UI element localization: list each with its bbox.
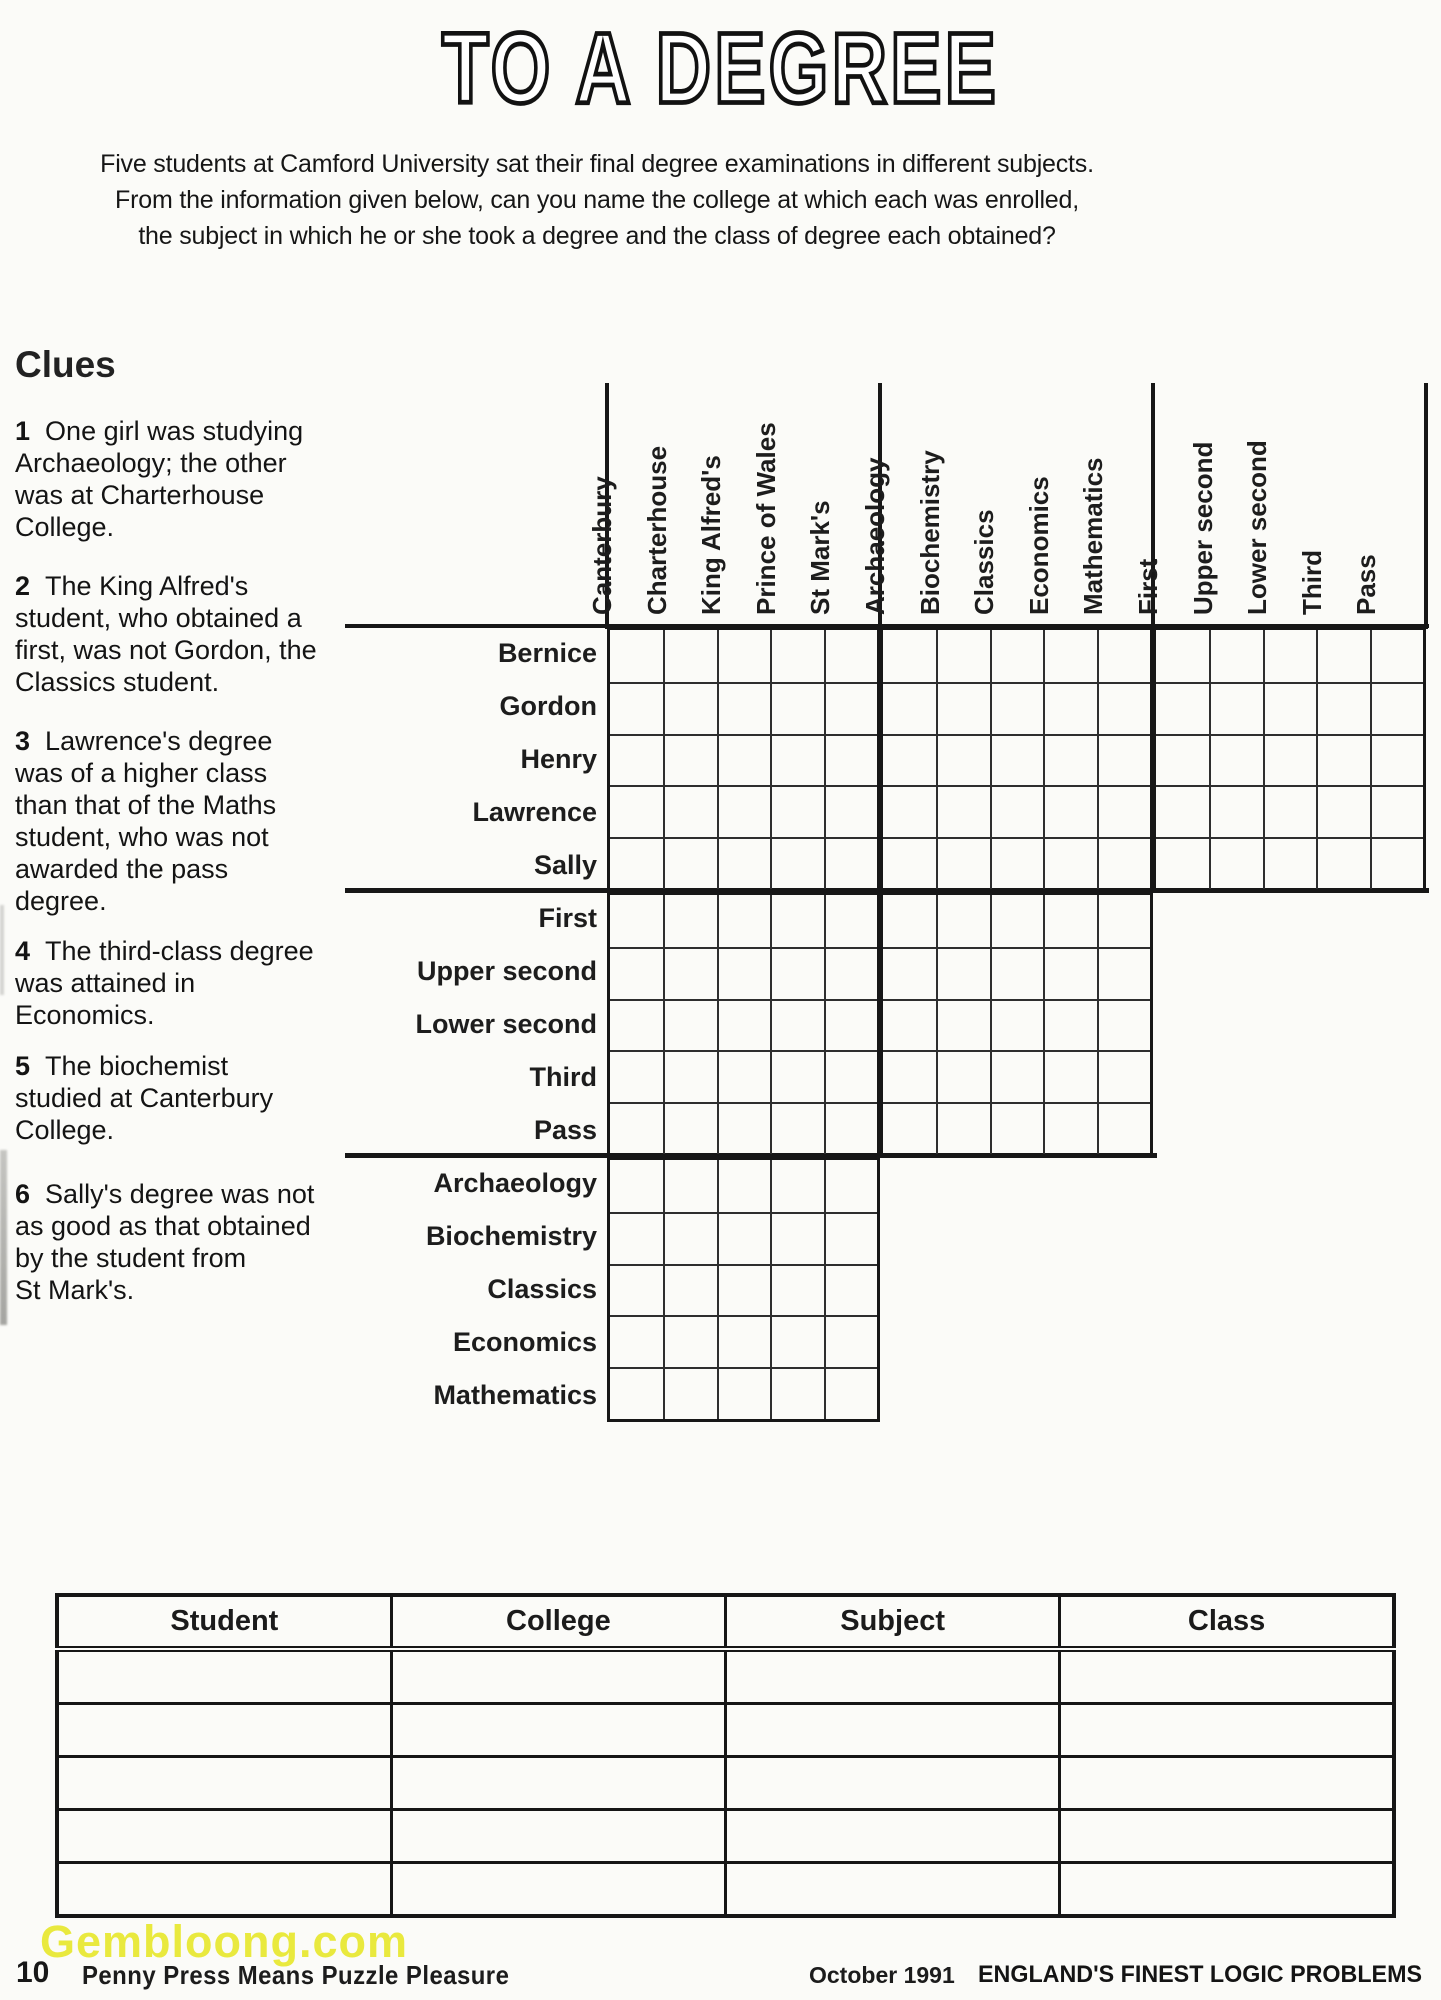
grid-row-label: Biochemistry — [425, 1221, 597, 1251]
grid-col-label: Lower second — [1242, 440, 1273, 615]
grid-cell — [770, 895, 823, 947]
grid-row-label: Classics — [487, 1274, 597, 1304]
grid-cell — [1156, 785, 1209, 837]
grid-cell — [990, 734, 1043, 786]
grid-cell — [1043, 999, 1096, 1051]
grid-cell — [663, 1212, 716, 1264]
answer-table-header: Student — [57, 1595, 391, 1649]
grid-col-label: Archaeology — [860, 457, 890, 615]
page-title: TO A DEGREE — [441, 13, 1000, 125]
grid-row-label: Sally — [533, 850, 597, 880]
grid-col-label: Classics — [969, 509, 1000, 615]
grid-cell — [610, 1315, 663, 1367]
grid-col-label: First — [1133, 558, 1163, 615]
grid-cell — [1097, 785, 1150, 837]
grid-cell — [824, 630, 877, 682]
grid-col-label: Canterbury — [587, 476, 617, 615]
grid-cell — [1043, 630, 1096, 682]
grid-cell — [824, 785, 877, 837]
grid-cell — [1043, 895, 1096, 947]
grid-cell — [610, 1050, 663, 1102]
grid-cell — [824, 734, 877, 786]
grid-cell — [1263, 785, 1316, 837]
grid-cell — [770, 734, 823, 786]
answer-table-cell — [57, 1757, 391, 1810]
clue-number: 2 — [15, 571, 31, 601]
grid-cell — [1209, 837, 1262, 889]
grid-cell — [824, 1315, 877, 1367]
grid-row-label: Lawrence — [472, 797, 597, 827]
grid-cell — [717, 895, 770, 947]
grid-cell — [824, 999, 877, 1051]
answer-table-cell — [1060, 1863, 1394, 1917]
footer-tagline: Penny Press Means Puzzle Pleasure — [82, 1960, 510, 1990]
grid-cell — [883, 1050, 936, 1102]
grid-cell — [663, 630, 716, 682]
answer-table-row — [57, 1757, 1394, 1810]
grid-cell — [1370, 837, 1423, 889]
clue-item: 4 The third-class degree was attained in Economics. — [15, 936, 314, 1030]
grid-col-label: King Alfred's — [696, 455, 727, 615]
grid-cell — [663, 947, 716, 999]
answer-table — [55, 1593, 1396, 1918]
grid-cell — [1156, 837, 1209, 889]
grid-row-label: Upper second — [416, 956, 597, 986]
grid-cell — [717, 734, 770, 786]
grid-cell — [1370, 785, 1423, 837]
grid-cell — [883, 630, 936, 682]
grid-cell — [1043, 785, 1096, 837]
grid-cell — [1209, 734, 1262, 786]
grid-col-label: Mathematics — [1078, 457, 1109, 615]
grid-cell — [610, 630, 663, 682]
grid-cell — [936, 999, 989, 1051]
grid-cell — [610, 1160, 663, 1212]
grid-col-label: Biochemistry — [914, 450, 945, 615]
grid-cell — [717, 785, 770, 837]
grid-col-label: Pass — [1351, 554, 1382, 615]
clue-number: 1 — [15, 416, 31, 446]
grid-cell — [770, 630, 823, 682]
grid-cell — [663, 1050, 716, 1102]
grid-cell — [663, 1102, 716, 1154]
grid-cell — [1043, 1050, 1096, 1102]
grid-cell — [770, 1367, 823, 1419]
grid-cell — [717, 1102, 770, 1154]
grid-cell — [717, 1315, 770, 1367]
grid-cell — [936, 1050, 989, 1102]
grid-line — [1424, 383, 1428, 629]
answer-table-row — [57, 1649, 1394, 1704]
grid-cell — [824, 1102, 877, 1154]
grid-cell — [936, 947, 989, 999]
grid-row-label: Archaeology — [433, 1168, 597, 1198]
grid-cell — [1097, 895, 1150, 947]
footer-issue-date: October 1991 — [809, 1962, 955, 1988]
grid-cell — [1370, 682, 1423, 734]
grid-block — [880, 892, 1153, 1157]
answer-table-cell — [726, 1649, 1060, 1704]
clue-item: 5 The biochemist studied at Canterbury College. — [15, 1051, 274, 1145]
answer-table-row — [57, 1810, 1394, 1863]
intro-line: From the information given below, can you name the college at which each was enrolled, — [115, 186, 1079, 214]
grid-cell — [663, 682, 716, 734]
grid-cell — [663, 1367, 716, 1419]
answer-table-cell — [1060, 1757, 1394, 1810]
answer-table-cell — [391, 1704, 725, 1757]
grid-cell — [610, 1264, 663, 1316]
grid-cell — [770, 1264, 823, 1316]
grid-row-label: Third — [529, 1062, 597, 1092]
grid-cell — [1097, 1050, 1150, 1102]
grid-cell — [1156, 682, 1209, 734]
grid-cell — [883, 785, 936, 837]
answer-table-cell — [57, 1704, 391, 1757]
clue-number: 6 — [15, 1179, 31, 1209]
grid-cell — [717, 630, 770, 682]
grid-cell — [717, 1160, 770, 1212]
clue-number: 3 — [15, 726, 31, 756]
grid-cell — [824, 1160, 877, 1212]
grid-cell — [824, 1264, 877, 1316]
grid-cell — [717, 1212, 770, 1264]
grid-cell — [936, 734, 989, 786]
grid-cell — [663, 1160, 716, 1212]
grid-cell — [936, 1102, 989, 1154]
grid-cell — [770, 1160, 823, 1212]
grid-cell — [1043, 682, 1096, 734]
grid-cell — [663, 734, 716, 786]
intro-line: Five students at Camford University sat their final degree examinations in different subjects. — [100, 150, 1094, 178]
grid-cell — [883, 734, 936, 786]
grid-cell — [824, 837, 877, 889]
grid-cell — [610, 734, 663, 786]
grid-cell — [1209, 682, 1262, 734]
watermark: Gembloong.com — [40, 1916, 409, 1967]
grid-cell — [1097, 999, 1150, 1051]
answer-table-cell — [726, 1757, 1060, 1810]
grid-cell — [824, 682, 877, 734]
grid-cell — [824, 895, 877, 947]
answer-table-cell — [391, 1649, 725, 1704]
grid-cell — [610, 837, 663, 889]
answer-table-header: Subject — [726, 1595, 1060, 1649]
clues-heading: Clues — [15, 344, 116, 385]
answer-table-cell — [57, 1863, 391, 1917]
grid-cell — [717, 1050, 770, 1102]
grid-cell — [990, 682, 1043, 734]
grid-row-label: Gordon — [499, 691, 597, 721]
answer-table-cell — [726, 1704, 1060, 1757]
grid-cell — [936, 837, 989, 889]
answer-table-row — [57, 1704, 1394, 1757]
grid-col-label: Economics — [1023, 476, 1054, 615]
grid-cell — [610, 1102, 663, 1154]
grid-cell — [717, 1367, 770, 1419]
grid-block — [607, 1157, 880, 1422]
grid-block — [607, 892, 880, 1157]
grid-row-label: Mathematics — [433, 1380, 597, 1410]
grid-cell — [990, 947, 1043, 999]
grid-cell — [1316, 837, 1369, 889]
clue-number: 4 — [15, 936, 31, 966]
grid-cell — [1370, 734, 1423, 786]
grid-block — [607, 627, 880, 892]
grid-cell — [1316, 785, 1369, 837]
grid-cell — [883, 837, 936, 889]
grid-cell — [770, 837, 823, 889]
grid-col-label: Charterhouse — [641, 445, 672, 615]
grid-cell — [663, 837, 716, 889]
grid-cell — [717, 999, 770, 1051]
grid-block — [880, 627, 1153, 892]
grid-col-label: Prince of Wales — [750, 422, 781, 615]
grid-cell — [770, 682, 823, 734]
grid-row-label: Economics — [452, 1327, 597, 1357]
grid-cell — [717, 1264, 770, 1316]
grid-cell — [1097, 630, 1150, 682]
grid-row-label: Bernice — [497, 638, 597, 668]
answer-table-header: College — [391, 1595, 725, 1649]
grid-cell — [883, 947, 936, 999]
grid-cell — [1097, 837, 1150, 889]
grid-cell — [717, 682, 770, 734]
clue-item: 2 The King Alfred's student, who obtained a first, was not Gordon, the Classics student. — [15, 571, 317, 697]
answer-table-row — [57, 1863, 1394, 1917]
grid-cell — [1097, 947, 1150, 999]
grid-cell — [610, 999, 663, 1051]
grid-cell — [1263, 734, 1316, 786]
clue-item: 1 One girl was studying Archaeology; the other was at Charterhouse College. — [15, 416, 304, 542]
grid-cell — [610, 682, 663, 734]
grid-cell — [883, 999, 936, 1051]
grid-cell — [770, 1212, 823, 1264]
grid-cell — [1043, 1102, 1096, 1154]
clue-item: 3 Lawrence's degree was of a higher class than that of the Maths student, who was not awarded the pass degree. — [15, 726, 277, 916]
answer-table-cell — [1060, 1704, 1394, 1757]
intro-line: the subject in which he or she took a degree and the class of degree each obtained? — [138, 222, 1056, 250]
grid-cell — [1097, 682, 1150, 734]
grid-cell — [990, 785, 1043, 837]
grid-row-label: Pass — [533, 1115, 597, 1145]
clue-number: 5 — [15, 1051, 31, 1081]
grid-cell — [883, 895, 936, 947]
grid-cell — [883, 1102, 936, 1154]
grid-cell — [663, 999, 716, 1051]
grid-block — [1153, 627, 1426, 892]
grid-row-label: Lower second — [415, 1009, 597, 1039]
grid-cell — [824, 947, 877, 999]
grid-cell — [1316, 630, 1369, 682]
grid-cell — [770, 1050, 823, 1102]
intro-paragraph — [37, 146, 1157, 254]
grid-cell — [717, 837, 770, 889]
answer-table-header-row — [57, 1595, 1394, 1649]
grid-cell — [663, 1315, 716, 1367]
grid-cell — [1043, 837, 1096, 889]
grid-row-label: First — [538, 903, 597, 933]
grid-cell — [610, 785, 663, 837]
grid-cell — [663, 785, 716, 837]
grid-cell — [1043, 734, 1096, 786]
grid-cell — [1263, 837, 1316, 889]
grid-cell — [770, 1102, 823, 1154]
grid-col-label: St Mark's — [805, 500, 836, 615]
grid-cell — [770, 1315, 823, 1367]
grid-cell — [990, 999, 1043, 1051]
grid-cell — [1097, 1102, 1150, 1154]
grid-cell — [824, 1050, 877, 1102]
grid-cell — [1209, 630, 1262, 682]
grid-cell — [1209, 785, 1262, 837]
grid-col-label: Third — [1296, 550, 1327, 615]
grid-cell — [770, 785, 823, 837]
grid-cell — [1097, 734, 1150, 786]
clue-item: 6 Sally's degree was not as good as that obtained by the student from St Mark's. — [15, 1179, 315, 1305]
grid-cell — [1043, 947, 1096, 999]
grid-cell — [936, 630, 989, 682]
grid-cell — [1263, 682, 1316, 734]
grid-cell — [1156, 630, 1209, 682]
answer-table-cell — [391, 1757, 725, 1810]
grid-col-label: Upper second — [1187, 441, 1218, 615]
grid-cell — [770, 947, 823, 999]
grid-cell — [610, 947, 663, 999]
grid-cell — [936, 895, 989, 947]
grid-cell — [824, 1212, 877, 1264]
answer-table-cell — [57, 1649, 391, 1704]
grid-cell — [663, 895, 716, 947]
scan-artifact — [0, 905, 4, 995]
grid-cell — [1156, 734, 1209, 786]
answer-table-header: Class — [1060, 1595, 1394, 1649]
grid-cell — [990, 895, 1043, 947]
grid-cell — [770, 999, 823, 1051]
grid-cell — [717, 947, 770, 999]
grid-cell — [1370, 630, 1423, 682]
page-number: 10 — [16, 1956, 50, 1989]
answer-table-cell — [1060, 1649, 1394, 1704]
answer-table-cell — [391, 1810, 725, 1863]
grid-cell — [990, 630, 1043, 682]
answer-table-cell — [726, 1810, 1060, 1863]
grid-cell — [936, 682, 989, 734]
grid-cell — [610, 895, 663, 947]
grid-cell — [663, 1264, 716, 1316]
grid-cell — [610, 1367, 663, 1419]
grid-cell — [990, 1050, 1043, 1102]
answer-table-cell — [391, 1863, 725, 1917]
grid-cell — [1263, 630, 1316, 682]
grid-cell — [990, 1102, 1043, 1154]
grid-cell — [610, 1212, 663, 1264]
answer-table-cell — [726, 1863, 1060, 1917]
answer-table-cell — [57, 1810, 391, 1863]
grid-cell — [990, 837, 1043, 889]
answer-table-cell — [1060, 1810, 1394, 1863]
grid-row-label: Henry — [520, 744, 597, 774]
scan-artifact — [0, 1150, 7, 1325]
footer-publication: ENGLAND'S FINEST LOGIC PROBLEMS — [978, 1961, 1423, 1988]
grid-cell — [883, 682, 936, 734]
grid-cell — [1316, 682, 1369, 734]
grid-cell — [1316, 734, 1369, 786]
grid-cell — [824, 1367, 877, 1419]
grid-cell — [936, 785, 989, 837]
